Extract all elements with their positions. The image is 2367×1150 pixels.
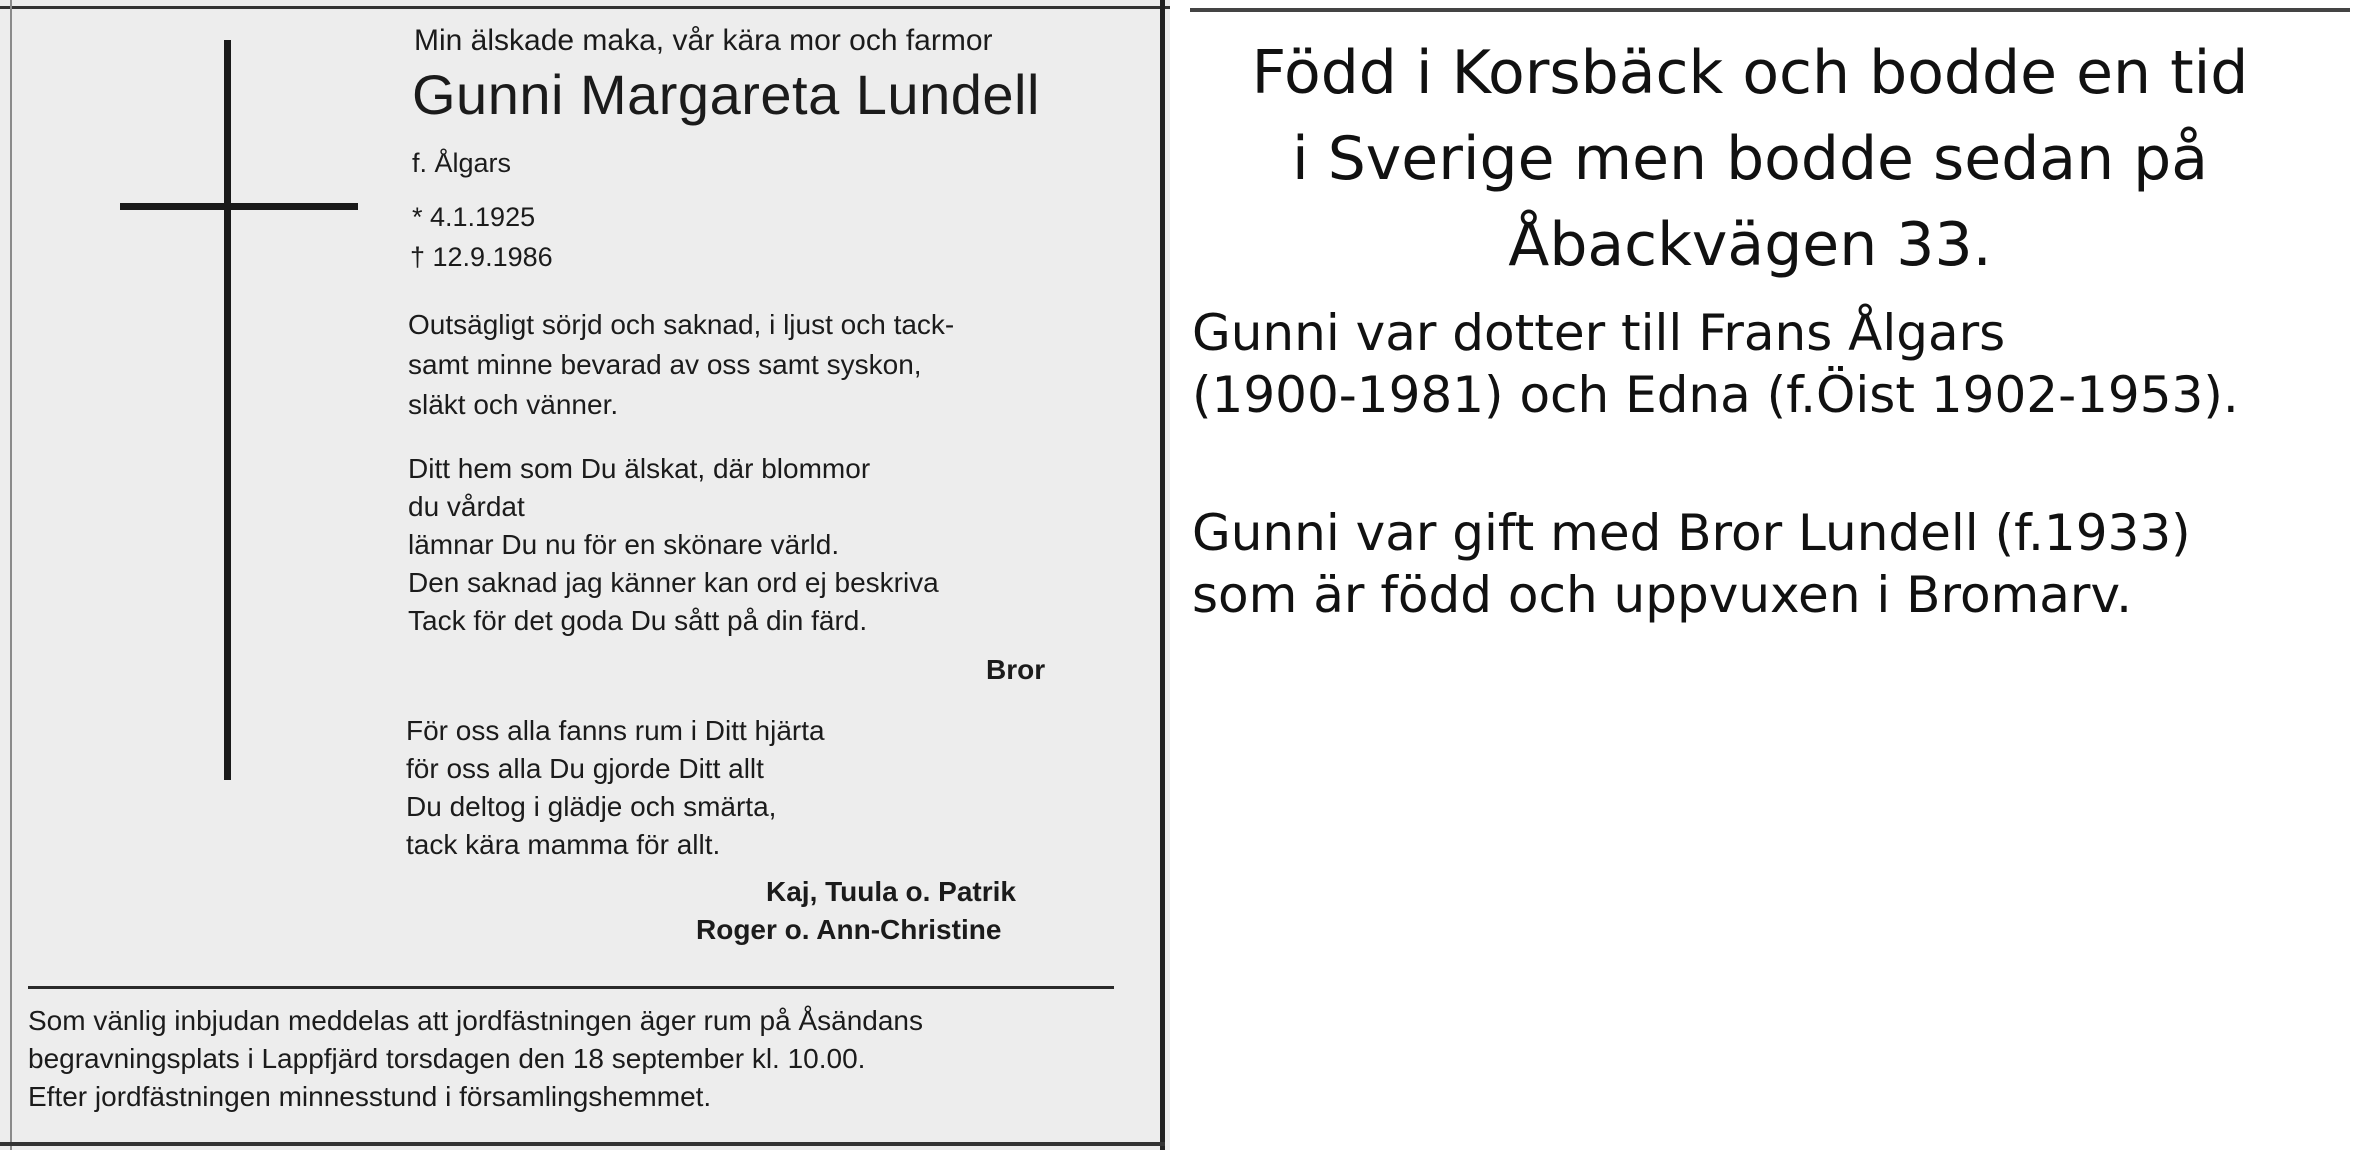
obituary-poem-2: För oss alla fanns rum i Ditt hjärta för oss alla Du gjorde Ditt allt Du deltog i glädje och smärta, tack kära mamma för allt.: [406, 715, 825, 860]
obituary-name: Gunni Margareta Lundell: [412, 63, 1040, 126]
caption-paragraph-marriage: Gunni var gift med Bror Lundell (f.1933) som är född och uppvuxen i Bromarv.: [1192, 504, 2191, 624]
clipping-left-border: [10, 0, 12, 1150]
clipping-bottom-border: [0, 1142, 1165, 1146]
obituary-divider: [28, 986, 1114, 989]
obituary-maiden-name: f. Ålgars: [412, 148, 512, 178]
cross-icon-horizontal: [120, 203, 358, 210]
obituary-paragraph: Outsägligt sörjd och saknad, i ljust och tack- samt minne bevarad av oss samt syskon, släkt och vänner.: [408, 309, 955, 420]
caption-top-border: [1190, 8, 2350, 12]
obituary-clipping: [0, 0, 1170, 1150]
funeral-notice: Som vänlig inbjudan meddelas att jordfästningen äger rum på Åsändans begravningsplats i Lappfjärd torsdagen den 18 september kl. 10.00. Efter jordfästningen minnesstund i församlingshemmet.: [28, 1005, 924, 1112]
obituary-intro: Min älskade maka, vår kära mor och farmor: [414, 24, 993, 57]
obituary-signature-1: Bror: [986, 654, 1046, 685]
cross-icon-vertical: [224, 40, 231, 780]
caption-paragraph-parents: Gunni var dotter till Frans Ålgars (1900-1981) och Edna (f.Öist 1902-1953).: [1192, 304, 2239, 424]
obituary-poem-1: Ditt hem som Du älskat, där blommor du vårdat lämnar Du nu för en skönare värld. Den saknad jag känner kan ord ej beskriva Tack för det goda Du sått på din färd.: [408, 453, 939, 636]
clipping-right-border: [1160, 0, 1165, 1150]
obituary-birth-date: * 4.1.1925: [412, 202, 536, 232]
caption-heading: Född i Korsbäck och bodde en tid i Sverige men bodde sedan på Åbackvägen 33.: [1251, 38, 2249, 280]
obituary-signature-2: Kaj, Tuula o. Patrik: [766, 876, 1016, 907]
clipping-top-border: [0, 6, 1170, 9]
obituary-signature-3: Roger o. Ann-Christine: [696, 914, 1002, 945]
obituary-death-date: † 12.9.1986: [410, 242, 553, 272]
